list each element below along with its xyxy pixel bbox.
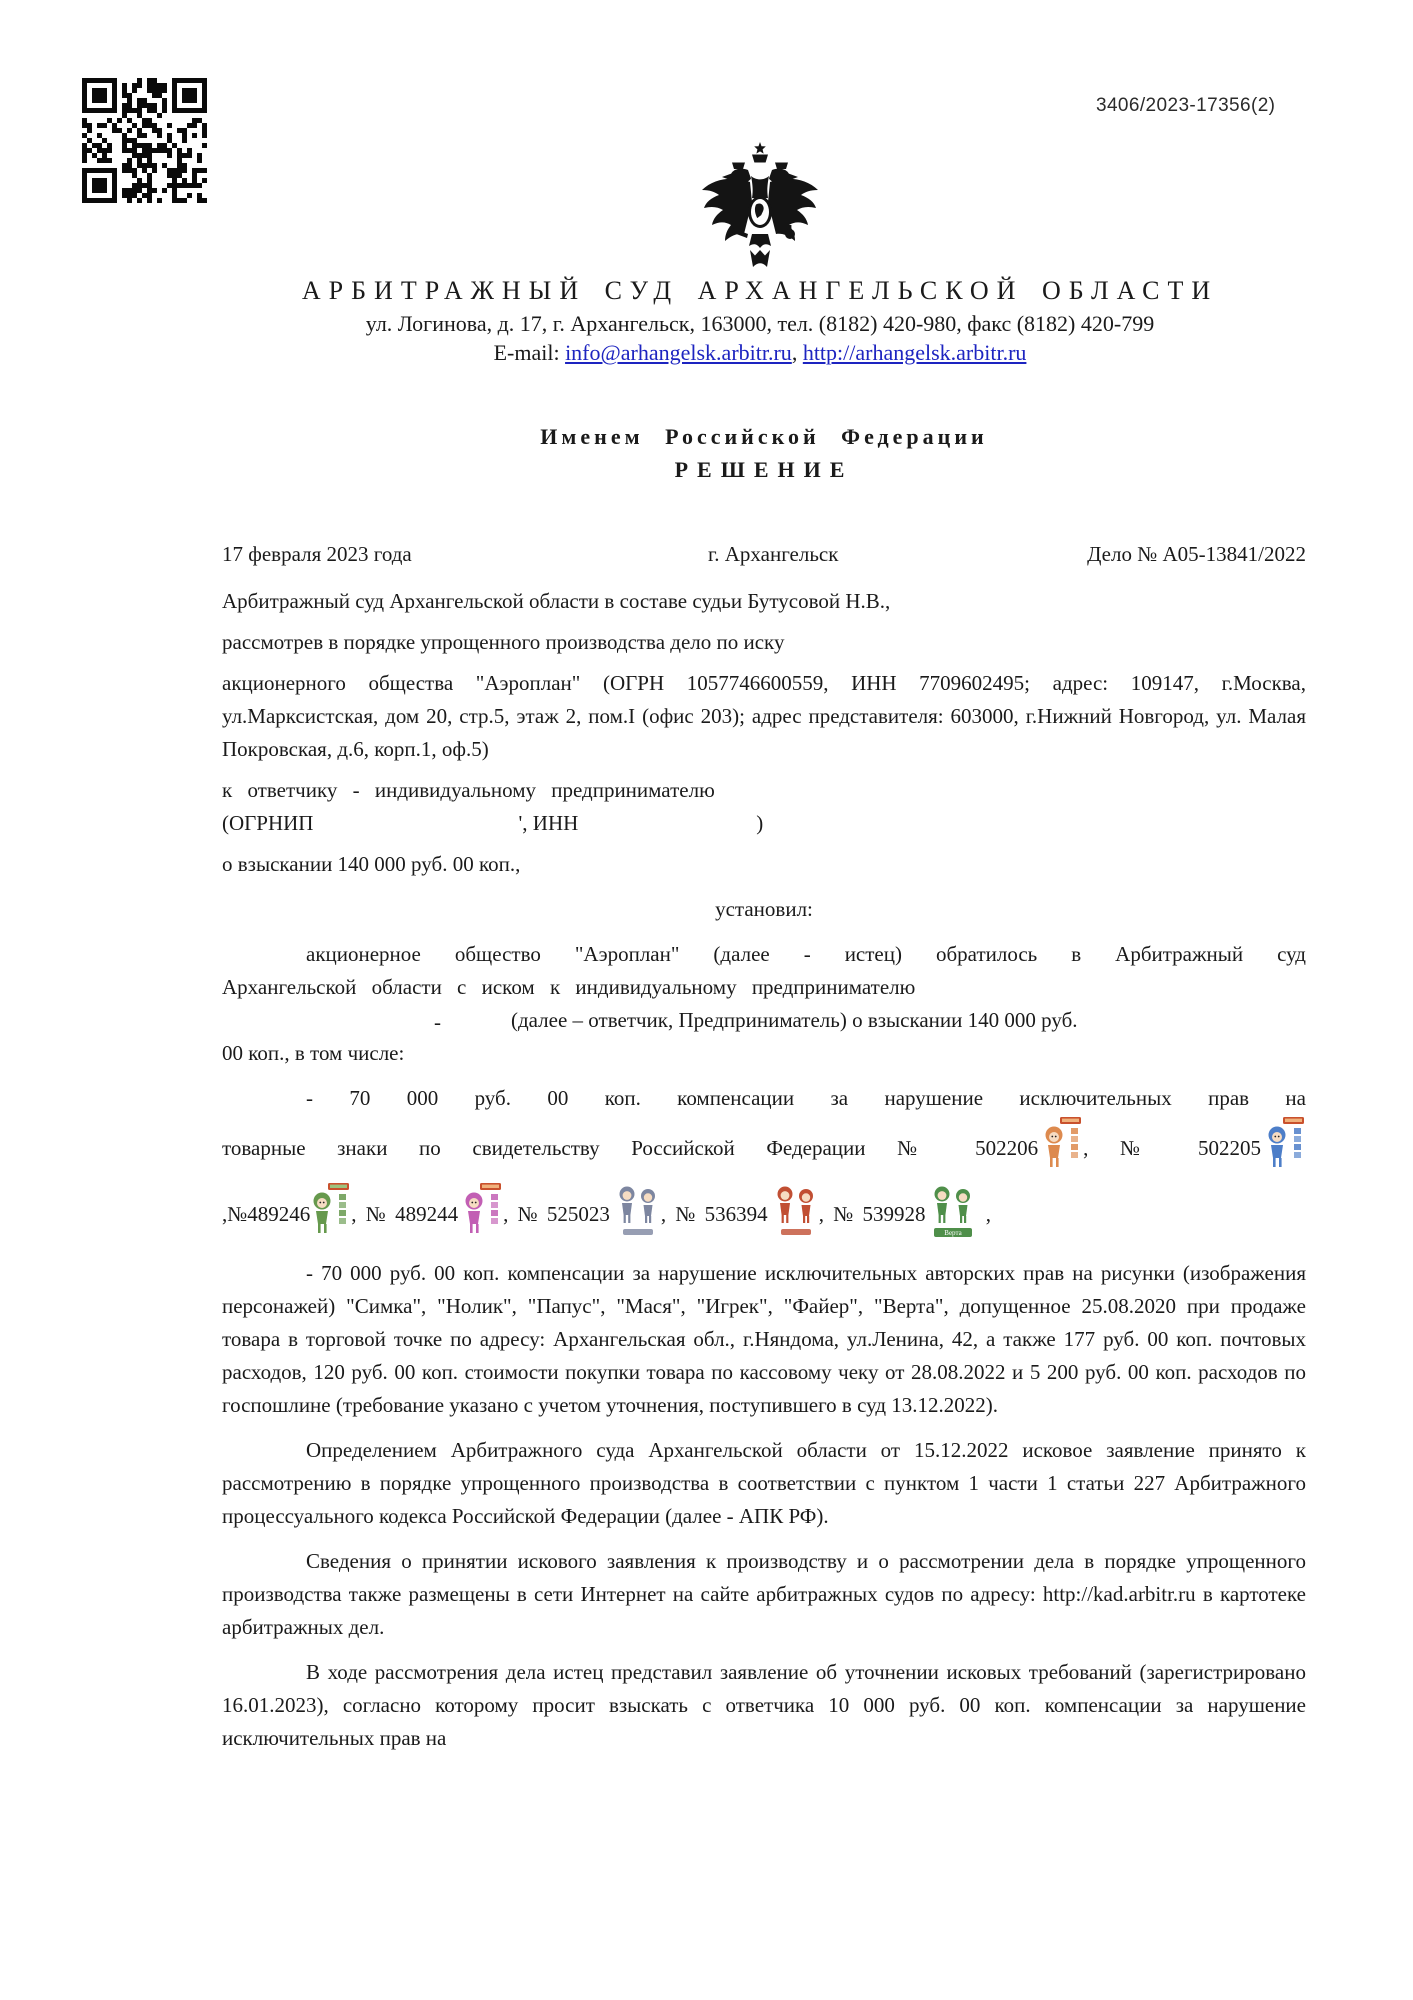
document-number: 3406/2023-17356(2) <box>1096 95 1276 116</box>
trademark-claim-line2: товарные знаки по свидетельству Российской Федерации № 502206 , № 502205 <box>222 1115 1306 1181</box>
trademark-character-icon <box>1043 1116 1083 1172</box>
trademark-number: № 502205 <box>1120 1136 1262 1160</box>
case-number: Дело № А05-13841/2022 <box>1087 542 1306 566</box>
ustanovil-line: установил: <box>715 897 813 921</box>
trademark-characters-pair-icon <box>615 1182 661 1238</box>
links-separator: , <box>791 340 803 365</box>
judge-line: Арбитражный суд Архангельской области в составе судьи Бутусовой Н.В., <box>222 589 891 613</box>
document-body <box>222 538 1306 1763</box>
trademark-number: № 489244 <box>365 1202 459 1226</box>
claim-intro-line4: 00 коп., в том числе: <box>222 1041 405 1065</box>
svg-text:Верта: Верта <box>944 1229 963 1237</box>
claim-amount-line: о взыскании 140 000 руб. 00 коп., <box>222 852 521 876</box>
trademark-character-icon <box>463 1182 503 1238</box>
trademark-claim-line1: - 70 000 руб. 00 коп. компенсации за нарушение исключительных прав на <box>306 1086 1306 1110</box>
trademark-number: № 536394 <box>675 1202 768 1226</box>
trademark-number: № 525023 <box>517 1202 610 1226</box>
claim-intro-line3: - (далее – ответчик, Предприниматель) о взыскании 140 000 руб. <box>222 1004 1306 1037</box>
trademark-character-icon <box>1266 1116 1306 1172</box>
trademark-line-prefix: товарные знаки по свидетельству Российской Федерации <box>222 1136 866 1160</box>
in-the-name-line: Именем Российской Федерации <box>540 424 988 449</box>
ogrnip-label: (ОГРНИП <box>222 811 314 835</box>
defendant-line: к ответчику - индивидуальному предпринимателю <box>222 778 715 802</box>
trademark-claim-paragraph <box>222 1082 1306 1247</box>
russia-coat-of-arms-icon <box>698 142 822 285</box>
decision-date: 17 февраля 2023 года <box>222 542 412 566</box>
procedure-line: рассмотрев в порядке упрощенного производства дело по иску <box>222 630 785 654</box>
paren-close: ) <box>756 811 764 835</box>
claim-update-paragraph: В ходе рассмотрения дела истец представил заявление об уточнении исковых требований (зарегистрировано 16.01.2023), согласно которому просит взыскать с ответчика 10 000 руб. 00 коп. компенсации за нарушение исключительных прав на <box>222 1660 1306 1750</box>
online-info-paragraph: Сведения о принятии искового заявления к производству и о рассмотрении дела в порядке упрощенного производства также размещены в сети Интернет на сайте арбитражных судов по адресу: http://kad.arbitr.ru в картотеке арбитражных дел. <box>222 1549 1306 1639</box>
case-info-row <box>222 538 1306 571</box>
plaintiff-paragraph: акционерного общества "Аэроплан" (ОГРН 1057746600559, ИНН 7709602495; адрес: 109147, г.Москва, ул.Марксистская, дом 20, стр.5, этаж 2, пом.I (офис 203); адрес представителя: 603000, г.Нижний Новгород, ул. Малая Покровская, д.6, корп.1, оф.5) <box>222 671 1306 761</box>
ruling-acceptance-paragraph: Определением Арбитражного суда Архангельской области от 15.12.2022 исковое заявление принято к рассмотрению в порядке упрощенного производства в соответствии с пунктом 1 части 1 статьи 227 Арбитражного процессуального кодекса Российской Федерации (далее - АПК РФ). <box>222 1438 1306 1528</box>
trademark-number: № 502206 <box>897 1136 1039 1160</box>
trademark-number: № 539928 <box>833 1202 926 1226</box>
site-link[interactable]: http://arhangelsk.arbitr.ru <box>802 340 1027 365</box>
trademark-number: ,№489246 <box>222 1202 311 1226</box>
copyright-claim-paragraph: - 70 000 руб. 00 коп. компенсации за нарушение исключительных авторских прав на рисунки (изображения персонажей) "Симка", "Нолик", "Папус", "Мася", "Игрек", "Файер", "Верта", допущенное 25.08.2020 при продаже товара в торговой точке по адресу: Архангельская обл., г.Няндома, ул.Ленина, 42, а также 177 руб. 00 коп. почтовых расходов, 120 руб. 00 коп. стоимости покупки товара по кассовому чеку от 28.08.2022 и 5 200 руб. 00 коп. расходов по госпошлине (требование указано с учетом уточнения, поступившего в суд 13.12.2022). <box>222 1261 1306 1417</box>
claim-intro-line2: Архангельской области с иском к индивидуальному предпринимателю <box>222 975 916 999</box>
court-name: АРБИТРАЖНЫЙ СУД АРХАНГЕЛЬСКОЙ ОБЛАСТИ <box>301 276 1219 305</box>
trademark-characters-pair-icon <box>773 1182 819 1238</box>
ogrnip-inn-line <box>222 807 1306 840</box>
claim-intro-line1: акционерное общество "Аэроплан" (далее - истец) обратилось в Арбитражный суд <box>306 942 1306 966</box>
qr-code <box>82 78 207 203</box>
court-header <box>110 276 1410 366</box>
inn-label: ИНН <box>532 811 579 835</box>
redaction-artifact: - <box>434 1010 441 1034</box>
trademark-claim-line3: ,№489246 , № 489244 , № 525023 , № 536394 , № 539928 Верта , <box>222 1181 1306 1247</box>
decision-title: РЕШЕНИЕ <box>674 457 854 482</box>
email-label: E-mail: <box>493 340 566 365</box>
redaction-artifact: ', <box>518 811 528 835</box>
court-address: ул. Логинова, д. 17, г. Архангельск, 163000, тел. (8182) 420-980, факс (8182) 420-799 <box>365 311 1155 336</box>
trademark-character-icon <box>311 1182 351 1238</box>
title-block <box>222 424 1306 483</box>
court-contacts <box>110 340 1410 366</box>
claim-intro-paragraph <box>222 938 1306 1070</box>
email-link[interactable]: info@arhangelsk.arbitr.ru <box>565 340 792 365</box>
city-label: г. Архангельск <box>708 542 839 566</box>
trademark-characters-pair-icon <box>930 1182 976 1238</box>
